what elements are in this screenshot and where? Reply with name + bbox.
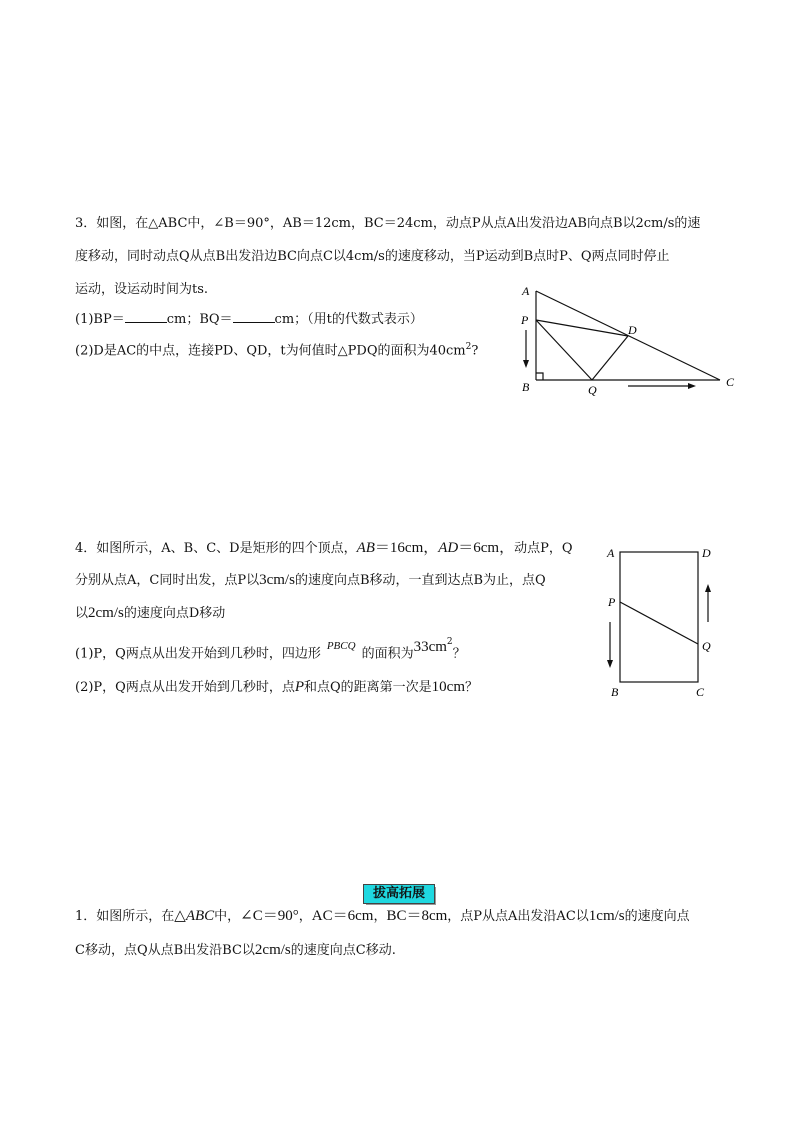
- label-p: P: [521, 313, 529, 327]
- right-angle-mark: [536, 373, 543, 380]
- q4-p1-a: (1)P，Q两点从出发开始到几秒时，四边形: [75, 646, 321, 662]
- q4-l2-speed: 3cm/s: [259, 572, 295, 588]
- e1-l2-b: 的速度向点C移动.: [290, 943, 396, 958]
- label-q: Q: [588, 383, 597, 397]
- e1-l1-e: ，点P从点A出发沿AC以: [447, 909, 589, 924]
- q4-l1-ad-val: ＝6cm，: [458, 540, 515, 556]
- answer-blank-bp[interactable]: [125, 310, 167, 323]
- label-d: D: [628, 323, 637, 337]
- arrowhead-right-icon: [688, 383, 696, 389]
- q4-p2-a: (2)P，Q两点从出发开始到几秒时，点: [75, 680, 295, 695]
- e1-l1-ac: AC＝6cm: [311, 908, 374, 924]
- q4-l1-a: 4．如图所示，A、B、C、D是矩形的四个顶点，: [75, 541, 357, 556]
- e1-l1-tri: △ABC: [174, 908, 215, 924]
- q4-l1-ab-val: ＝16cm，: [374, 540, 439, 556]
- label-p-rect: P: [608, 595, 616, 609]
- q4-p1-sup: 2: [446, 637, 453, 647]
- arrowhead-up-icon: [705, 584, 711, 592]
- q4-p2-end: ？: [465, 680, 479, 695]
- q3-part-2-sup: 2: [465, 342, 472, 352]
- q4-l1-ad: AD: [438, 540, 459, 556]
- q4-l3-speed: 2cm/s: [88, 605, 124, 621]
- label-d-rect: D: [702, 546, 711, 560]
- q4-p1-quad: PBCQ: [326, 640, 356, 653]
- e1-l2-speed: 2cm/s: [254, 942, 291, 958]
- q4-line-2: [75, 570, 546, 591]
- q3-line-2: 度移动，同时动点Q从点B出发沿边BC向点C以4cm/s的速度移动，当P运动到B点时P、Q两点同时停止: [75, 249, 670, 264]
- q4-p2-p: P: [294, 679, 304, 695]
- segment-pq-rect: [620, 602, 698, 644]
- segment-pd: [536, 320, 628, 336]
- q4-l1-b: 动点P，Q: [514, 541, 573, 556]
- segment-ac: [536, 291, 720, 380]
- label-a-rect: A: [607, 546, 615, 560]
- e1-l1-c: ，: [298, 909, 312, 924]
- label-b-rect: B: [611, 685, 619, 699]
- q3-part-2-text: (2)D是AC的中点，连接PD、QD，t为何值时△PDQ的面积为40cm: [75, 343, 466, 359]
- segment-qd: [592, 336, 628, 380]
- q4-p1-b: 的面积为: [361, 646, 414, 662]
- q4-p1-area: 33cm: [413, 639, 447, 656]
- segment-pq: [536, 320, 592, 380]
- e1-line-1: [75, 906, 690, 927]
- label-c-rect: C: [696, 685, 705, 699]
- e1-l1-b: 中，: [214, 909, 241, 924]
- q4-l2-a: 分别从点A，C同时出发，点P以: [75, 573, 260, 588]
- arrowhead-down-icon: [523, 360, 529, 368]
- q3-part-1: [75, 310, 423, 330]
- q4-l3-b: 的速度向点D移动: [123, 606, 226, 621]
- q3-part-1-text-a: (1)BP＝: [75, 312, 125, 327]
- q4-l1-ab: AB: [356, 540, 375, 556]
- answer-blank-bq[interactable]: [233, 310, 275, 323]
- q4-p1-end: ？: [452, 646, 466, 662]
- e1-l1-angle: ∠C＝90°: [240, 908, 299, 924]
- e1-l1-d: ，: [373, 909, 387, 924]
- section-title: 拔高拓展: [363, 884, 435, 904]
- q4-line-1: [75, 538, 572, 559]
- q3-line-3: 运动，设运动时间为ts.: [75, 282, 209, 297]
- label-q-rect: Q: [702, 639, 711, 653]
- label-b: B: [522, 380, 530, 394]
- arrowhead-down-icon: [607, 660, 613, 668]
- q4-p2-dist: 10cm: [431, 679, 465, 695]
- e1-l1-f: 的速度向点: [624, 909, 690, 924]
- q4-p2-b: 和点Q的距离第一次是: [304, 680, 432, 695]
- q4-line-3: [75, 603, 225, 624]
- q3-part-1-text-c: cm；（用t的代数式表示）: [274, 312, 423, 327]
- e1-l1-a: 1．如图所示，在: [75, 909, 175, 924]
- e1-l2-a: C移动，点Q从点B出发沿BC以: [75, 943, 255, 958]
- e1-l1-bc: BC＝8cm: [386, 908, 448, 924]
- e1-line-2: [75, 940, 396, 961]
- q3-part-2: [75, 337, 478, 361]
- q3-part-1-text-b: cm；BQ＝: [166, 312, 233, 327]
- q4-part-2: [75, 677, 478, 698]
- label-a: A: [522, 284, 530, 298]
- label-c: C: [726, 375, 735, 389]
- q3-part-2-end: ?: [471, 343, 479, 359]
- q4-l3-a: 以: [75, 606, 89, 621]
- q4-l2-b: 的速度向点B移动，一直到达点B为止，点Q: [294, 573, 546, 588]
- q4-part-1: [75, 637, 466, 664]
- e1-l1-speed: 1cm/s: [588, 908, 625, 924]
- rectangle-abcd: [620, 552, 698, 682]
- q3-line-1: 3．如图，在△ABC中，∠B＝90°，AB＝12cm，BC＝24cm，动点P从点A出发沿边AB向点B以2cm/s的速: [75, 216, 701, 231]
